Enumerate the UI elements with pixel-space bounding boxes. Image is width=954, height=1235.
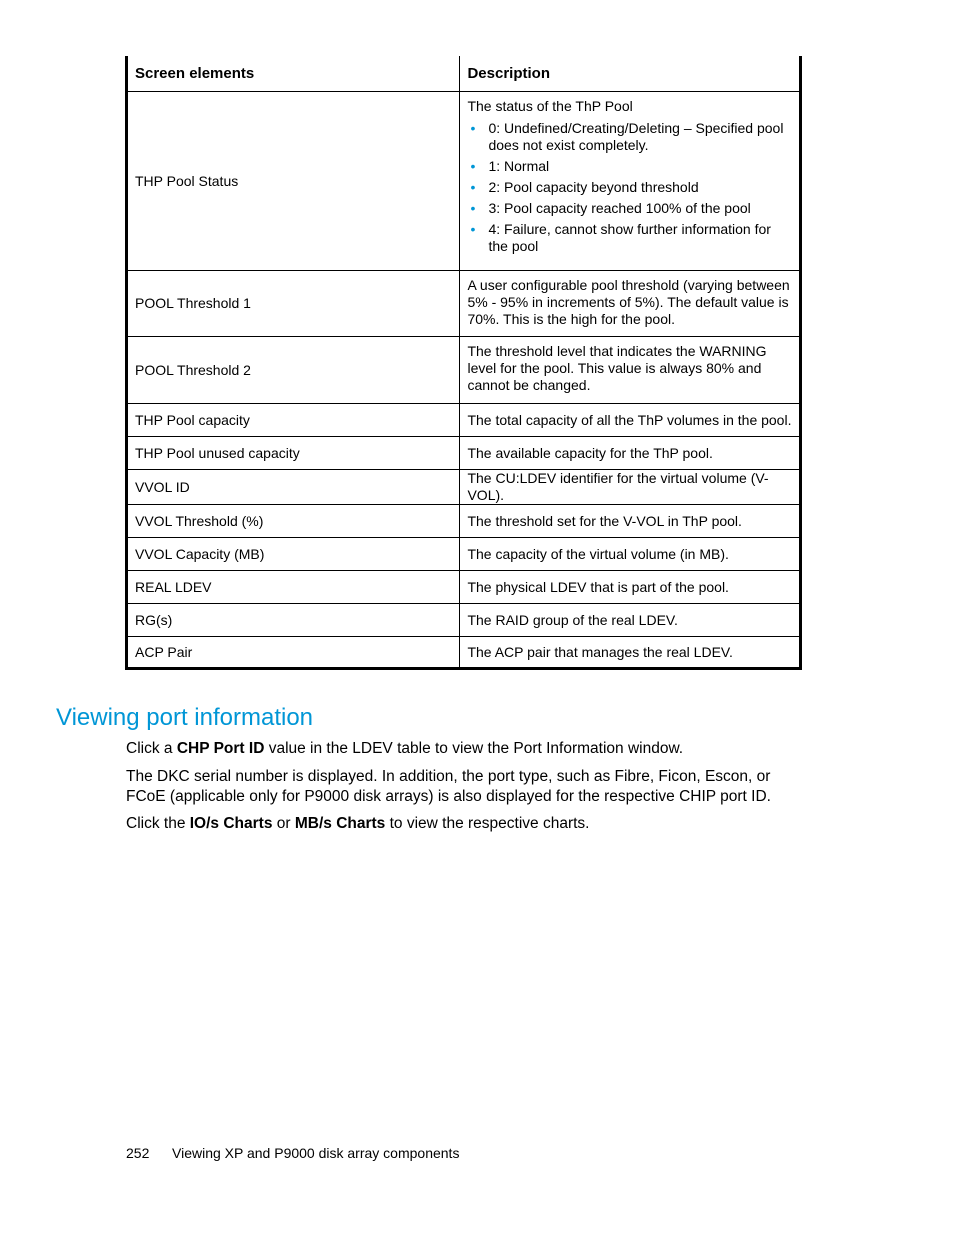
table-row (127, 271, 801, 337)
list-item-text: 4: Failure, cannot show further information for the pool (488, 221, 771, 254)
list-item-text: 2: Pool capacity beyond threshold (488, 179, 699, 195)
row-description: The total capacity of all the ThP volumes in the pool. (460, 404, 801, 437)
row-element: POOL Threshold 1 (127, 271, 460, 337)
row-element: THP Pool unused capacity (127, 437, 460, 470)
row-description: The capacity of the virtual volume (in MB). (460, 538, 801, 571)
bullet-dot-icon: • (470, 221, 476, 237)
paragraph-text: Click a (126, 740, 177, 757)
footer-title: Viewing XP and P9000 disk array components (172, 1145, 460, 1161)
list-item-text: 0: Undefined/Creating/Deleting – Specified pool does not exist completely. (488, 120, 784, 153)
row-element: REAL LDEV (127, 571, 460, 604)
bullet-dot-icon: • (470, 200, 476, 216)
row-element: THP Pool Status (127, 92, 460, 271)
list-item (467, 221, 792, 255)
table-row (127, 637, 801, 669)
row-element: VVOL Capacity (MB) (127, 538, 460, 571)
row-description: The threshold level that indicates the WARNING level for the pool. This value is always 80% and cannot be changed. (460, 337, 801, 404)
row-element: THP Pool capacity (127, 404, 460, 437)
ui-term-ios-charts: IO/s Charts (189, 815, 273, 832)
row-element: VVOL Threshold (%) (127, 505, 460, 538)
row-element: ACP Pair (127, 637, 460, 669)
ui-term-mbs-charts: MB/s Charts (294, 815, 386, 832)
ui-term-chp-port-id: CHP Port ID (176, 740, 265, 757)
paragraph-text: to view the respective charts. (385, 815, 590, 832)
bullet-dot-icon: • (470, 120, 476, 136)
section-heading: Viewing port information (56, 704, 314, 731)
list-item (467, 120, 792, 154)
row-element: RG(s) (127, 604, 460, 637)
table-row (127, 538, 801, 571)
list-item (467, 179, 792, 196)
table-row (127, 337, 801, 404)
row-description (460, 92, 801, 271)
row-description: The CU:LDEV identifier for the virtual volume (V-VOL). (460, 470, 801, 505)
table-row (127, 437, 801, 470)
row-description: The available capacity for the ThP pool. (460, 437, 801, 470)
status-bullet-list (467, 120, 792, 255)
row-description: The RAID group of the real LDEV. (460, 604, 801, 637)
table-header-row (127, 56, 801, 92)
paragraph-dkc-serial: The DKC serial number is displayed. In addition, the port type, such as Fibre, Ficon, Escon, or FCoE (applicable only for P9000 disk arrays) is also displayed for the respective CHIP port ID. (126, 768, 771, 805)
row-description: The ACP pair that manages the real LDEV. (460, 637, 801, 669)
table-row (127, 92, 801, 271)
list-item (467, 158, 792, 175)
row-description: The physical LDEV that is part of the pool. (460, 571, 801, 604)
paragraph-text: or (272, 815, 295, 832)
paragraph-text: value in the LDEV table to view the Port Information window. (264, 740, 684, 757)
page-footer (126, 1144, 459, 1162)
paragraph-charts (126, 814, 806, 834)
table-row (127, 571, 801, 604)
bullet-dot-icon: • (470, 158, 476, 174)
table-row (127, 404, 801, 437)
list-item-text: 1: Normal (488, 158, 550, 174)
table-row (127, 505, 801, 538)
table-row (127, 470, 801, 505)
row-description: The threshold set for the V-VOL in ThP pool. (460, 505, 801, 538)
row-element: VVOL ID (127, 470, 460, 505)
table-row (127, 604, 801, 637)
paragraph-text: Click the (126, 815, 190, 832)
row-description: A user configurable pool threshold (varying between 5% - 95% in increments of 5%). The default value is 70%. This is the high for the pool. (460, 271, 801, 337)
screen-elements-table (125, 56, 802, 670)
list-item (467, 200, 792, 217)
row-element: POOL Threshold 2 (127, 337, 460, 404)
column-header-screen-elements: Screen elements (127, 56, 460, 92)
list-item-text: 3: Pool capacity reached 100% of the pool (488, 200, 751, 216)
bullet-dot-icon: • (470, 179, 476, 195)
column-header-description: Description (460, 56, 801, 92)
row-description-text: The status of the ThP Pool (467, 98, 633, 114)
paragraph-port-id (126, 739, 806, 759)
page-number: 252 (126, 1145, 150, 1161)
